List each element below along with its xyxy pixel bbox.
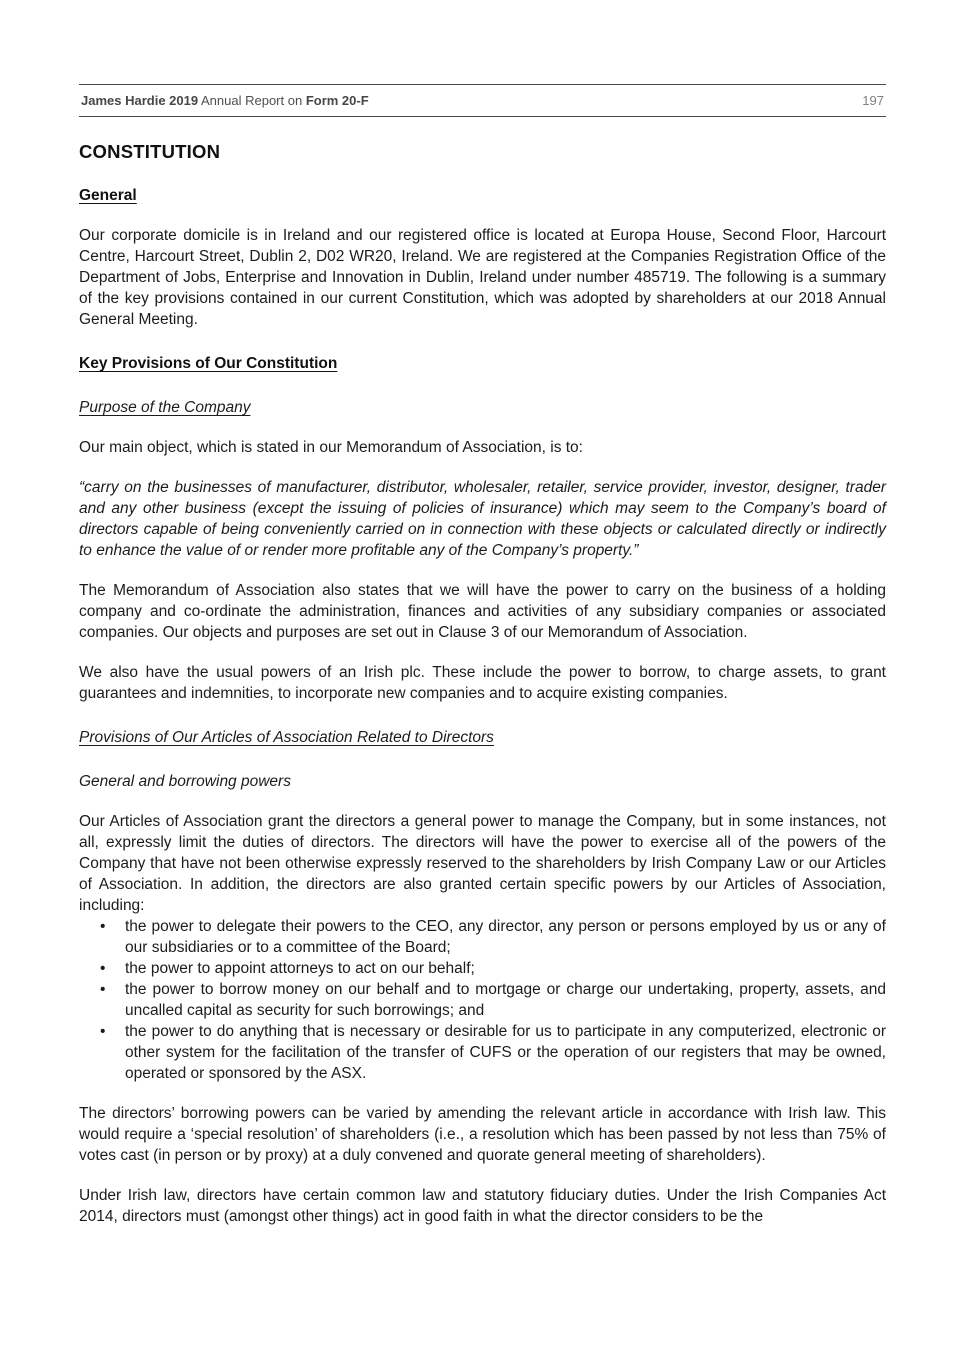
paragraph-articles-grant: Our Articles of Association grant the directors a general power to manage the Company, but in some instances, not all, expressly limit the duties of directors. The directors will have the power to exercise all of the powers of the Company that have not been otherwise expressly reserved to the shareholders by Irish Company Law or our Articles of Association. In addition, the directors are also granted certain specific powers by our Articles of Association, including:	[79, 813, 886, 914]
section-title-constitution: CONSTITUTION	[79, 141, 221, 162]
report-header-middle: Annual Report on	[201, 93, 303, 108]
paragraph-corporate-domicile: Our corporate domicile is in Ireland and our registered office is located at Europa House, Second Floor, Harcourt Centre, Harcourt Street, Dublin 2, D02 WR20, Ireland. We are registered at the Companies Registration Office of the Department of Jobs, Enterprise and Innovation in Dublin, Ireland under number 485719. The following is a summary of the key provisions contained in our current Constitution, which was adopted by shareholders at our 2018 Annual General Meeting.	[79, 227, 886, 328]
list-item: • the power to appoint attorneys to act on our behalf;	[79, 958, 886, 979]
report-header-title	[81, 93, 369, 108]
heading-general: General	[79, 187, 137, 204]
list-item: • the power to borrow money on our behalf and to mortgage or charge our undertaking, property, assets, and uncalled capital as security for such borrowings; and	[79, 979, 886, 1021]
report-header	[79, 84, 886, 117]
heading-general-borrowing-powers: General and borrowing powers	[79, 773, 291, 790]
report-form-name: Form 20-F	[305, 93, 369, 108]
paragraph-borrowing-varied: The directors’ borrowing powers can be varied by amending the relevant article in accordance with Irish law. This would require a ‘special resolution’ of shareholders (i.e., a resolution which has been passed by not less than 75% of votes cast (in person or by proxy) at a duly convened and quorate general meeting of shareholders).	[79, 1105, 886, 1164]
page-number: 197	[862, 93, 884, 108]
heading-articles-related-directors: Provisions of Our Articles of Association Related to Directors	[79, 729, 494, 746]
heading-key-provisions: Key Provisions of Our Constitution	[79, 355, 338, 372]
quote-memorandum-objects: “carry on the businesses of manufacturer, distributor, wholesaler, retailer, service provider, investor, designer, trader and any other business (except the issuing of policies of insurance) which may seem to the Company’s board of directors capable of being conveniently carried on in connection with these objects or calculated directly or indirectly to enhance the value of or render more profitable any of the Company’s property.”	[79, 479, 886, 559]
list-item: • the power to do anything that is necessary or desirable for us to participate in any computerized, electronic or other system for the facilitation of the transfer of CUFS or the operation of our registers that may be owned, operated or sponsored by the ASX.	[79, 1021, 886, 1084]
report-brand: James Hardie 2019	[81, 93, 199, 108]
document-content	[79, 141, 886, 1227]
list-item: • the power to delegate their powers to the CEO, any director, any person or persons employed by us or any of our subsidiaries or to a committee of the Board;	[79, 916, 886, 958]
paragraph-memorandum-holding: The Memorandum of Association also states that we will have the power to carry on the business of a holding company and co-ordinate the administration, finances and activities of any subsidiary companies or associated companies. Our objects and purposes are set out in Clause 3 of our Memorandum of Association.	[79, 582, 886, 641]
heading-purpose-of-company: Purpose of the Company	[79, 399, 251, 416]
paragraph-irish-law-duties: Under Irish law, directors have certain common law and statutory fiduciary duties. Under the Irish Companies Act 2014, directors must (amongst other things) act in good faith in what the director considers to be the	[79, 1187, 886, 1225]
paragraph-usual-powers: We also have the usual powers of an Irish plc. These include the power to borrow, to charge assets, to grant guarantees and indemnities, to incorporate new companies and to acquire existing companies.	[79, 664, 886, 702]
directors-powers-list	[79, 916, 886, 1084]
paragraph-main-object: Our main object, which is stated in our Memorandum of Association, is to:	[79, 439, 583, 456]
